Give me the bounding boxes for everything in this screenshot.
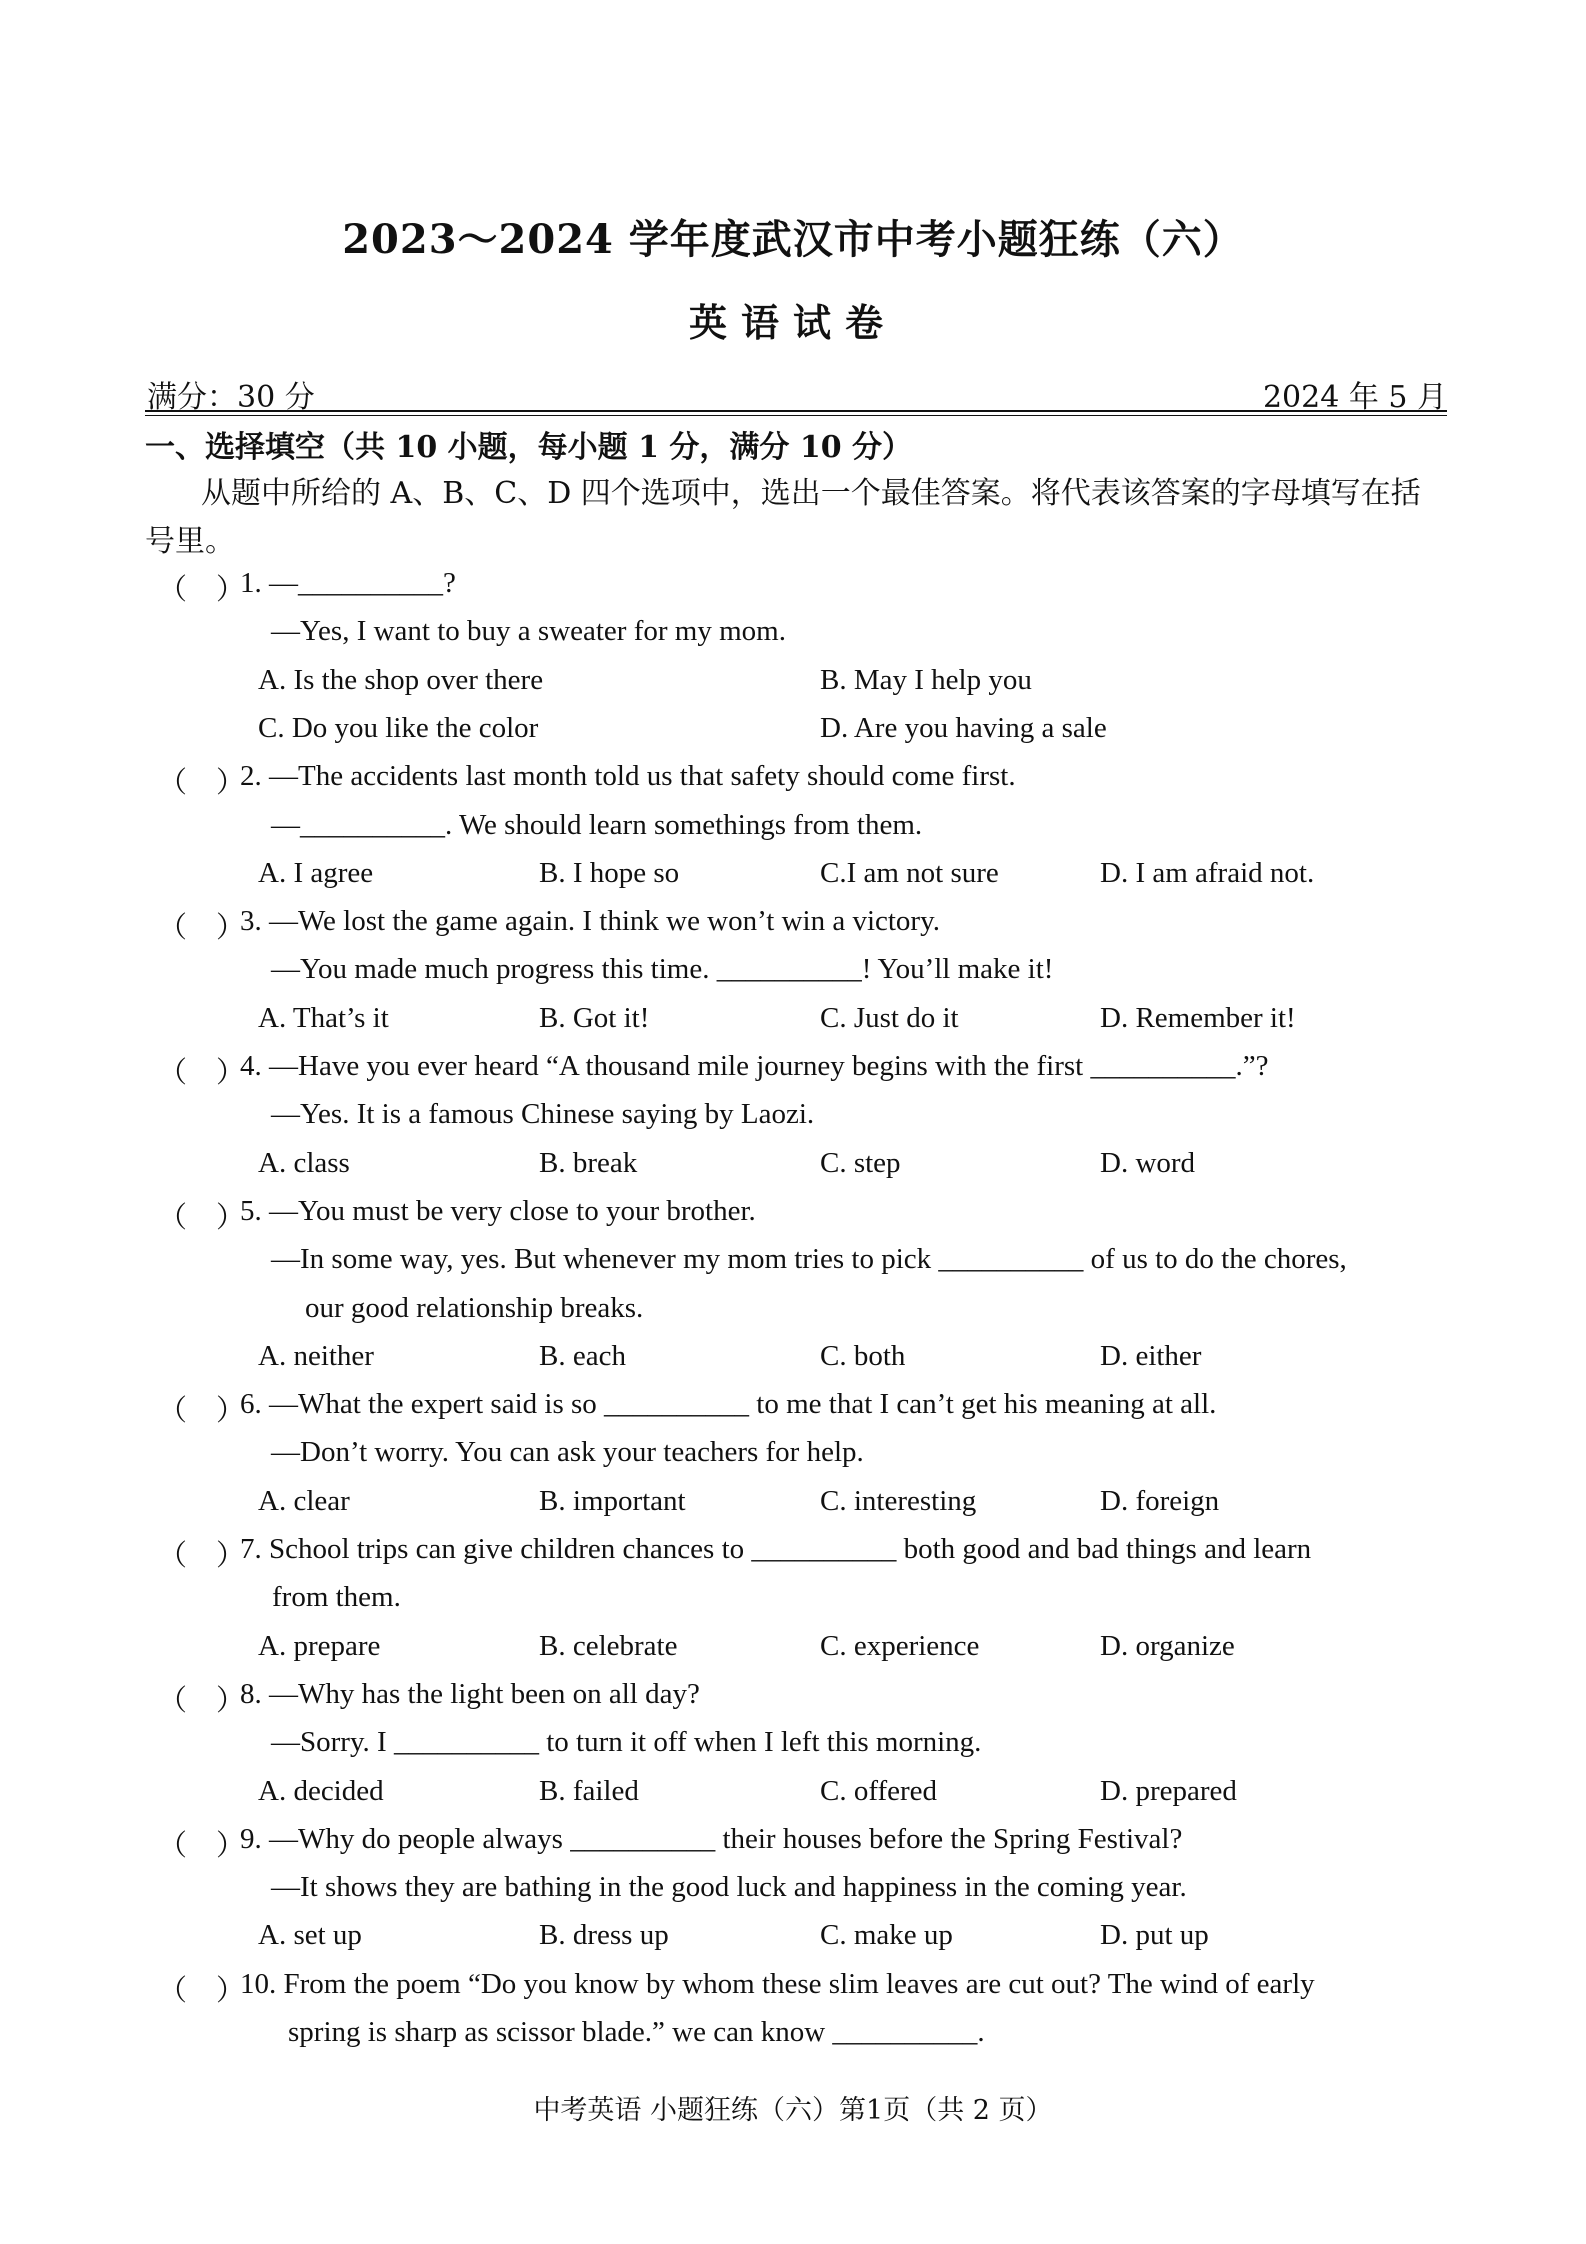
- exam-date: 2024 年 5 月: [1262, 380, 1447, 415]
- answer-blank[interactable]: （ ）: [158, 1057, 246, 1089]
- option-b: B. May I help you: [820, 663, 1032, 696]
- option-c: C. offered: [820, 1774, 938, 1807]
- header-rule-thick: [145, 410, 1447, 412]
- subject-title: 英语试卷: [688, 300, 897, 345]
- answer-blank[interactable]: （ ）: [158, 1974, 246, 2007]
- question-line: 4. —Have you ever heard “A thousand mile journey begins with the first __________.”?: [240, 1050, 1269, 1082]
- question-line: spring is sharp as scissor blade.” we can know __________.: [288, 2016, 985, 2048]
- question-line: —You made much progress this time. __________! You’ll make it!: [271, 953, 1054, 986]
- section-title: 一、选择填空（共 10 小题，每小题 1 分，满分 10 分）: [145, 430, 913, 465]
- option-b: B. I hope so: [539, 856, 680, 889]
- option-b: B. each: [539, 1339, 626, 1372]
- option-d: D. Remember it!: [1100, 1001, 1296, 1034]
- option-c: C.I am not sure: [820, 856, 999, 889]
- question-line: —Don’t worry. You can ask your teachers for help.: [271, 1436, 864, 1469]
- question-line: —__________. We should learn somethings from them.: [271, 808, 923, 841]
- option-d: D. word: [1100, 1146, 1196, 1179]
- option-a: A. clear: [258, 1484, 350, 1517]
- question-line: 2. —The accidents last month told us that safety should come first.: [240, 760, 1016, 793]
- option-a: A. Is the shop over there: [258, 663, 544, 696]
- option-c: C. interesting: [820, 1484, 977, 1517]
- answer-blank[interactable]: （ ）: [158, 1540, 246, 1572]
- full-score: 满分：30 分: [147, 380, 315, 415]
- section-instruction: 从题中所给的 A、B、C、D 四个选项中，选出一个最佳答案。将代表该答案的字母填写在括号里。: [145, 476, 1421, 559]
- option-d: D. put up: [1100, 1919, 1209, 1952]
- answer-blank[interactable]: （ ）: [158, 1684, 246, 1717]
- option-d: D. I am afraid not.: [1100, 856, 1315, 889]
- option-d: D. either: [1100, 1339, 1202, 1372]
- answer-blank[interactable]: （ ）: [158, 1829, 246, 1862]
- option-b: B. celebrate: [539, 1629, 678, 1662]
- option-c: C. experience: [820, 1629, 980, 1662]
- option-b: B. Got it!: [539, 1001, 650, 1034]
- option-b: B. break: [539, 1146, 638, 1179]
- question-line: 6. —What the expert said is so __________ to me that I can’t get his meaning at all.: [240, 1388, 1217, 1421]
- question-line: —Sorry. I __________ to turn it off when I left this morning.: [271, 1726, 982, 1759]
- option-b: B. failed: [539, 1774, 639, 1807]
- question-line: from them.: [272, 1581, 401, 1614]
- option-c: C. Do you like the color: [258, 711, 539, 744]
- score-date-line: [145, 372, 1447, 415]
- question-line: our good relationship breaks.: [305, 1291, 644, 1324]
- answer-blank[interactable]: （ ）: [158, 767, 246, 800]
- option-a: A. set up: [258, 1919, 362, 1952]
- answer-blank[interactable]: （ ）: [158, 912, 246, 945]
- option-d: D. foreign: [1100, 1484, 1220, 1517]
- question-line: 9. —Why do people always __________ their houses before the Spring Festival?: [240, 1822, 1183, 1855]
- option-b: B. dress up: [539, 1919, 669, 1952]
- option-a: A. decided: [258, 1774, 384, 1807]
- option-a: A. I agree: [258, 856, 374, 889]
- question-line: 10. From the poem “Do you know by whom these slim leaves are cut out? The wind of early: [240, 1967, 1315, 2000]
- question-line: 5. —You must be very close to your brother.: [240, 1194, 756, 1227]
- option-c: C. Just do it: [820, 1001, 959, 1034]
- header-rule-thin: [145, 415, 1447, 416]
- option-b: B. important: [539, 1484, 686, 1517]
- option-c: C. step: [820, 1146, 901, 1179]
- option-a: A. neither: [258, 1339, 374, 1372]
- option-d: D. prepared: [1100, 1774, 1237, 1807]
- question-line: 7. School trips can give children chances to __________ both good and bad things and learn: [240, 1533, 1312, 1565]
- option-d: D. Are you having a sale: [820, 711, 1107, 744]
- answer-blank[interactable]: （ ）: [158, 1201, 246, 1234]
- question-line: 1. —__________?: [240, 567, 456, 599]
- option-c: C. both: [820, 1339, 906, 1372]
- question-line: —Yes. It is a famous Chinese saying by Laozi.: [271, 1098, 815, 1131]
- option-a: A. That’s it: [258, 1001, 389, 1034]
- question-line: —It shows they are bathing in the good luck and happiness in the coming year.: [271, 1871, 1187, 1904]
- question-line: 3. —We lost the game again. I think we won’t win a victory.: [240, 905, 940, 938]
- page-footer: 中考英语 小题狂练（六）第1页（共 2 页）: [533, 2095, 1053, 2126]
- question-line: —Yes, I want to buy a sweater for my mom.: [271, 615, 786, 648]
- option-a: A. prepare: [258, 1629, 381, 1662]
- question-line: 8. —Why has the light been on all day?: [240, 1677, 700, 1710]
- answer-blank[interactable]: （ ）: [158, 574, 246, 606]
- exam-title: 2023～2024 学年度武汉市中考小题狂练（六）: [342, 216, 1244, 263]
- option-c: C. make up: [820, 1919, 953, 1952]
- question-line: —In some way, yes. But whenever my mom tries to pick __________ of us to do the chores,: [271, 1243, 1347, 1276]
- option-d: D. organize: [1100, 1629, 1235, 1662]
- option-a: A. class: [258, 1146, 350, 1179]
- answer-blank[interactable]: （ ）: [158, 1395, 246, 1428]
